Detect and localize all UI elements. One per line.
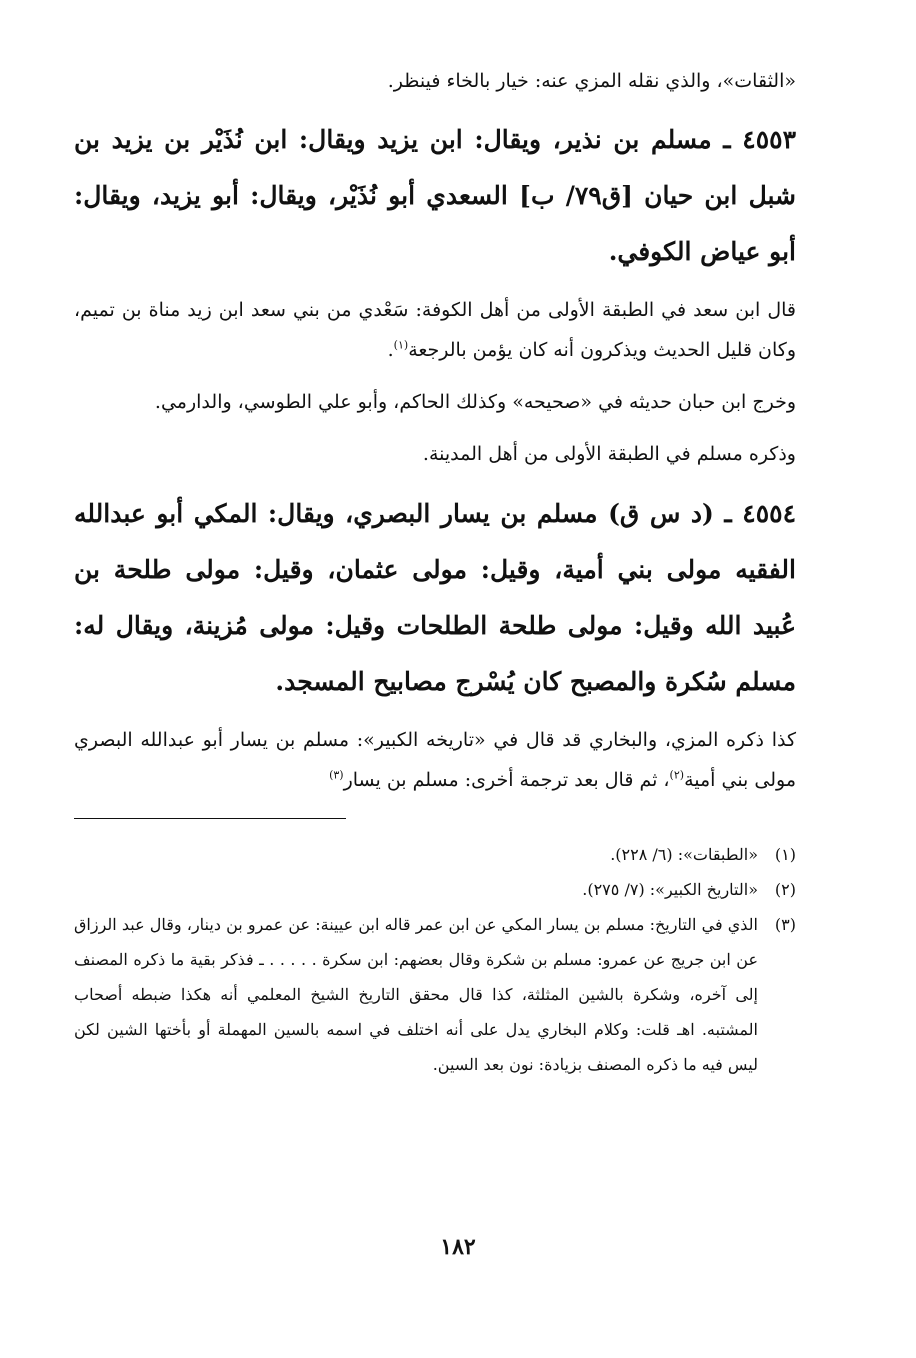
footnote-mark: (٢) [774,880,796,899]
footnote-text: «الطبقات»: (٦/ ٢٢٨). [610,845,758,864]
continuation-line: «الثقات»، والذي نقله المزي عنه: خيار بالخاء فينظر. [387,70,796,92]
entry-heading-4554 [74,486,796,710]
entry-number: ٤٥٥٤ [742,499,796,528]
footnote-ref[interactable]: (٢) [669,768,685,782]
footnote-2 [74,872,796,907]
footnote-1 [74,837,796,872]
entry-heading-4553 [74,112,796,280]
entry-heading-text: ـ مسلم بن نذير، ويقال: ابن يزيد ويقال: ابن نُذَيْر بن يزيد بن شبل ابن حيان [ق٧٩/ ب] السعدي أبو نُذَيْر، ويقال: أبو يزيد، ويقال: أبو عياض الكوفي. [74,125,796,266]
entry-paragraph: وخرج ابن حبان حديثه في «صحيحه» وكذلك الحاكم، وأبو علي الطوسي، والدارمي. [154,391,796,413]
footnote-text: «التاريخ الكبير»: (٧/ ٢٧٥). [582,880,758,899]
footnote-text: الذي في التاريخ: مسلم بن يسار المكي عن ابن عمر قاله ابن عيينة: عن عمرو بن دينار، وقال عبد الرزاق عن ابن جريج عن عمرو: مسلم بن شكرة وقال بعضهم: ابن سكرة . . . . . ـ فذكر بقية ما ذكره المصنف إلى آخره، وشكرة بالشين المثلثة، كذا قال محقق التاريخ الشيخ المعلمي أنه هكذا ضبطه أصحاب المشتبه. اهـ قلت: وكلام البخاري يدل على أنه اختلف في اسمه بالسين المهملة أو بأختها الشين لكن ليس فيه ما ذكره المصنف بزيادة: نون بعد السين. [74,915,758,1074]
paragraph-text: قال ابن سعد في الطبقة الأولى من أهل الكوفة: سَعْدي من بني سعد ابن زيد مناة بن تميم، وكان قليل الحديث ويذكرون أنه كان يؤمن بالرجعة [74,299,796,361]
paragraph-text: . [387,339,394,361]
entry-heading-text: ـ (د س ق) مسلم بن يسار البصري، ويقال: المكي أبو عبدالله الفقيه مولى بني أمية، وقيل: مولى عثمان، وقيل: مولى طلحة بن عُبيد الله وقيل: مولى طلحة الطلحات وقيل: مولى مُزينة، ويقال له: مسلم سُكرة والمصبح كان يُسْرج مصابيح المسجد. [74,499,796,696]
footnote-ref[interactable]: (١) [393,338,409,352]
page-number: ١٨٢ [440,1234,476,1260]
paragraph-text: كذا ذكره المزي، والبخاري قد قال في «تاريخه الكبير»: مسلم بن يسار أبو عبدالله البصري مولى بني أمية [74,729,796,791]
footnote-mark: (٣) [774,915,796,934]
entry-paragraph [74,290,796,370]
footnotes [74,837,796,1082]
entry-number: ٤٥٥٣ [742,125,796,154]
footnote-mark: (١) [774,845,796,864]
paragraph-text: ، ثم قال بعد ترجمة أخرى: مسلم بن يسار [343,769,670,791]
entry-paragraph: وذكره مسلم في الطبقة الأولى من أهل المدينة. [422,443,796,465]
entry-paragraph [74,720,796,800]
footnote-divider [74,818,346,819]
footnote-ref[interactable]: (٣) [329,768,344,782]
footnote-3 [74,907,796,1082]
